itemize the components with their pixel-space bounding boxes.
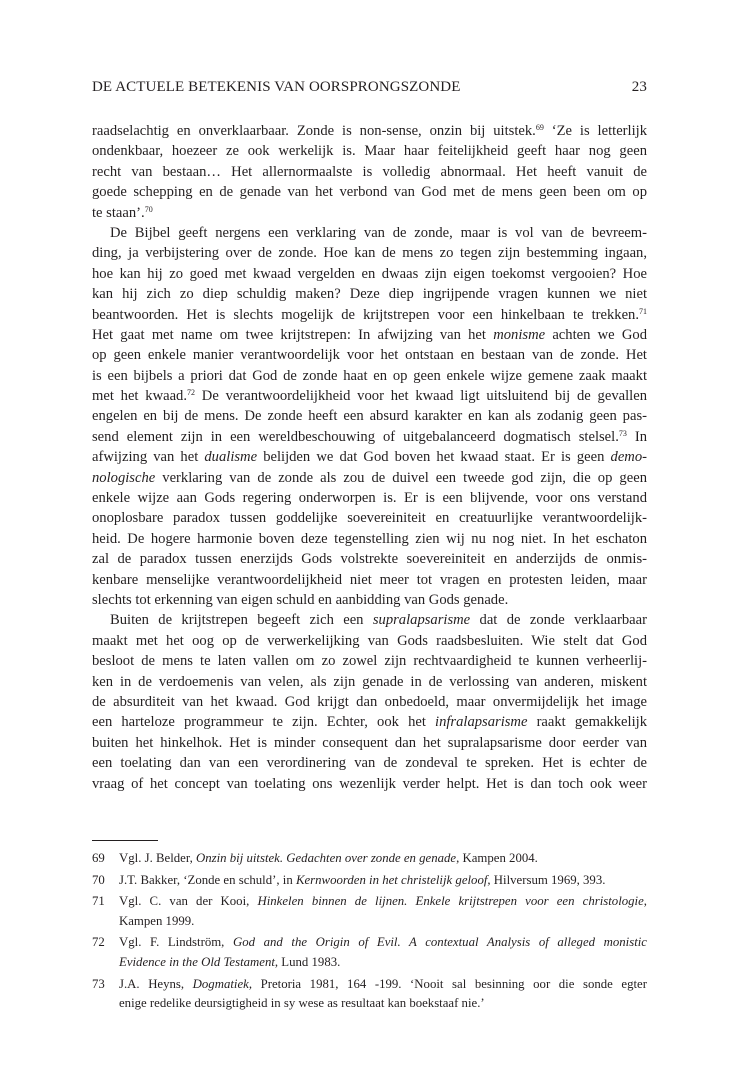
body-line — [92, 427, 647, 447]
body-line — [92, 631, 647, 651]
body-line — [92, 264, 647, 284]
body-line — [92, 570, 647, 590]
body-line — [92, 325, 647, 345]
body-line — [92, 447, 647, 467]
italic-text: monisme — [493, 326, 546, 343]
footnote — [92, 892, 647, 931]
text-run: raadselachtig en onverklaarbaar. Zonde is non-sense, onzin bij uitstek. — [92, 123, 536, 139]
body-line — [92, 366, 647, 386]
text-run: raakt gemakkelijk — [527, 714, 647, 731]
body-line — [92, 141, 647, 161]
running-title: DE ACTUELE BETEKENIS VAN OORSPRONGSZONDE — [92, 79, 461, 95]
text-run: kan hij zich zo diep schuldig maken? Deze diep ingrijpende vragen kunnen we niet — [92, 286, 647, 303]
italic-text: demo- — [610, 449, 647, 466]
text-run: Pretoria 1981, 164 -199. ‘Nooit sal besinning oor die sonde egter — [252, 976, 647, 991]
text-run: de absurditeit van het kwaad. God krijgt dan onbedoeld, maar onvermijdelijk het image — [92, 693, 647, 710]
text-run: verklaring van de zonde als zou de duivel een tweede god zijn, die op geen — [155, 469, 647, 486]
italic-text: Dogmatiek, — [192, 976, 253, 991]
footnote — [92, 975, 647, 1014]
running-header — [92, 79, 647, 99]
text-run: J.A. Heyns, — [119, 976, 193, 991]
footnote-number: 69 — [92, 851, 105, 865]
footnote-line — [119, 871, 647, 891]
body-line — [92, 406, 647, 426]
body-line — [92, 774, 647, 794]
text-run: Het gaat met name om twee krijtstrepen: In afwijzing van het — [92, 326, 494, 343]
footnote-line — [119, 994, 647, 1014]
body-line — [92, 121, 647, 141]
text-run: , — [643, 894, 647, 909]
italic-text: Hinkelen binnen de lijnen. Enkele krijtstrepen voor een christologie — [257, 894, 644, 909]
italic-text: dualisme — [204, 449, 258, 466]
text-run: recht van bestaan… Het allernormaalste is volledig abnormaal. Het heeft vanuit de — [92, 163, 647, 180]
text-run: een harteloze programmeur te zijn. Echter, ook het — [92, 714, 436, 731]
footnote — [92, 933, 647, 972]
body-line — [92, 182, 647, 202]
body-line — [92, 549, 647, 569]
body-line — [92, 733, 647, 753]
footnote-line — [119, 849, 647, 869]
text-run: Hilversum 1969, 393. — [490, 872, 606, 887]
body-line — [92, 203, 647, 223]
italic-text: nologische — [92, 469, 156, 486]
footnote-number: 73 — [92, 976, 105, 991]
body-line — [92, 712, 647, 732]
footnote-line — [119, 933, 647, 953]
text-run: ondenkbaar, hoezeer ze ook werkelijk is. Maar haar feitelijkheid geeft haar nog geen — [92, 143, 647, 160]
text-run: zal de paradox tussen enerzijds Gods volstrekte soevereiniteit en anderzijds de onmis- — [92, 551, 647, 568]
body-line — [92, 610, 647, 630]
footnote-separator — [92, 840, 158, 841]
text-run: is een bijbels a priori dat God de zonde haat en op geen enkele wijze gemene zaak maakt — [92, 367, 647, 384]
text-run: vraag of het concept van toelating ons wezenlijk verder helpt. Het is dan toch ook weer — [92, 775, 647, 792]
body-line — [92, 223, 647, 243]
text-run: Vgl. C. van der Kooi, — [119, 894, 258, 909]
body-line — [92, 284, 647, 304]
text-run: maakt met het oog op de verwerkelijking van Gods raadsbesluiten. Wie stelt dat God — [92, 632, 647, 649]
body-line — [92, 672, 647, 692]
text-run: afwijzing van het — [92, 449, 205, 466]
text-run: J.T. Bakker, ‘Zonde en schuld’, in — [119, 872, 296, 887]
text-run: Buiten de krijtstrepen begeeft zich een — [110, 612, 373, 629]
text-run: engelen en bij de mens. De zonde heeft een absurd karakter en kan als zodanig geen pas- — [92, 408, 647, 425]
text-run: slechts tot erkenning van eigen schuld en aanbidding van Gods genade. — [92, 591, 509, 608]
footnote-line — [119, 912, 647, 932]
text-run: , Lund 1983. — [274, 954, 341, 969]
text-run: onoplosbare paradox tussen goddelijke soevereiniteit en creatuurlijke verantwoordelijk- — [92, 510, 647, 527]
text-run: kenbare menselijke verantwoordelijkheid niet meer tot vragen en protesten leiden, maar — [92, 571, 647, 588]
italic-text: Onzin bij uitstek. Gedachten over zonde en genade — [195, 851, 457, 865]
text-run: op geen enkele manier verantwoordelijk voor het ontstaan en bestaan van de zonde. Het — [92, 347, 647, 364]
text-run: enkele wijze aan Gods regering onderworpen is. Er is een blijvende, voor ons verstand — [92, 490, 647, 507]
text-run: ken in de verdoemenis van velen, als zijn genade in de verlossing van anderen, miskent — [92, 673, 647, 690]
italic-text: supralapsarisme — [372, 612, 471, 629]
text-run: te staan’. — [92, 204, 145, 221]
text-run: hoe kan hij zo goed met kwaad vergelden en dwaas zijn eigen toekomst vergooien? Hoe — [92, 265, 647, 282]
text-run: Vgl. J. Belder, — [119, 851, 196, 865]
body-line — [92, 508, 647, 528]
text-run: Kampen 1999. — [119, 913, 195, 928]
text-run: achten we God — [545, 326, 647, 343]
body-line — [92, 488, 647, 508]
footnote-number: 72 — [92, 935, 105, 950]
body-line — [92, 753, 647, 773]
footnotes — [92, 849, 647, 1016]
text-run: met het kwaad. — [92, 388, 188, 405]
text-run: , Kampen 2004. — [456, 851, 538, 865]
footnote-reference: 71 — [639, 306, 647, 316]
footnote-number: 71 — [92, 894, 105, 909]
footnote-reference: 70 — [144, 204, 153, 214]
body-line — [92, 243, 647, 263]
text-run: In — [626, 428, 647, 445]
page-number: 23 — [631, 79, 647, 95]
italic-text: God and the Origin of Evil. A contextual Analysis of alleged monistic — [232, 935, 647, 950]
italic-text: infralapsarisme — [435, 714, 528, 731]
text-run: besloot de mens te laten vallen om zo zowel zijn rechtvaardigheid te kunnen verheerlij- — [92, 653, 647, 670]
text-run: buiten het hinkelhok. Het is minder consequent dan het supralapsarisme door eerder van — [92, 734, 647, 751]
footnote-reference: 72 — [187, 388, 196, 398]
body-line — [92, 305, 647, 325]
footnote-reference: 69 — [535, 123, 544, 132]
footnote — [92, 871, 647, 891]
text-run: een toelating dan van een verordinering van de zondeval te spreken. Het is echter de — [92, 755, 647, 772]
text-run: goede schepping en de genade van het verbond van God met de mens geen been om op — [92, 184, 647, 201]
body-line — [92, 345, 647, 365]
body-text — [92, 121, 647, 794]
body-line — [92, 651, 647, 671]
text-run: send element zijn in een wereldbeschouwing of uitgebalanceerd dogmatisch stelsel. — [92, 428, 619, 445]
text-run: ‘Ze is letterlijk — [543, 123, 647, 139]
body-line — [92, 162, 647, 182]
text-run: ding, ja verbijstering over de zonde. Hoe kan de mens zo tegen zijn bestemming ingaan, — [92, 245, 647, 262]
text-run: Vgl. F. Lindström, — [119, 935, 233, 950]
body-line — [92, 529, 647, 549]
footnote-reference: 73 — [618, 428, 627, 438]
body-line — [92, 468, 647, 488]
footnote-number: 70 — [92, 872, 105, 887]
body-line — [92, 386, 647, 406]
text-run: enige redelike deursigtigheid in sy wese as resultaat kan boekstaaf nie.’ — [119, 996, 485, 1011]
body-line — [92, 590, 647, 610]
text-run: belijden we dat God boven het kwaad staat. Er is geen — [257, 449, 611, 466]
footnote-line — [119, 975, 647, 995]
footnote-line — [119, 953, 647, 973]
body-line — [92, 692, 647, 712]
text-run: De Bijbel geeft nergens een verklaring van de zonde, maar is vol van de bevreem- — [110, 224, 647, 241]
text-run: heid. De hogere harmonie boven deze tegenstelling zien wij nu nog niet. In het eschaton — [92, 530, 647, 547]
text-run: De verantwoordelijkheid voor het kwaad ligt uitsluitend bij de gevallen — [195, 388, 647, 405]
footnote — [92, 849, 647, 869]
italic-text: Evidence in the Old Testament — [119, 954, 275, 969]
text-run: beantwoorden. Het is slechts mogelijk de krijtstrepen voor een hinkelbaan te trekken. — [92, 306, 639, 323]
footnote-line — [119, 892, 647, 912]
italic-text: Kernwoorden in het christelijk geloof, — [295, 872, 491, 887]
text-run: dat de zonde verklaarbaar — [470, 612, 647, 629]
